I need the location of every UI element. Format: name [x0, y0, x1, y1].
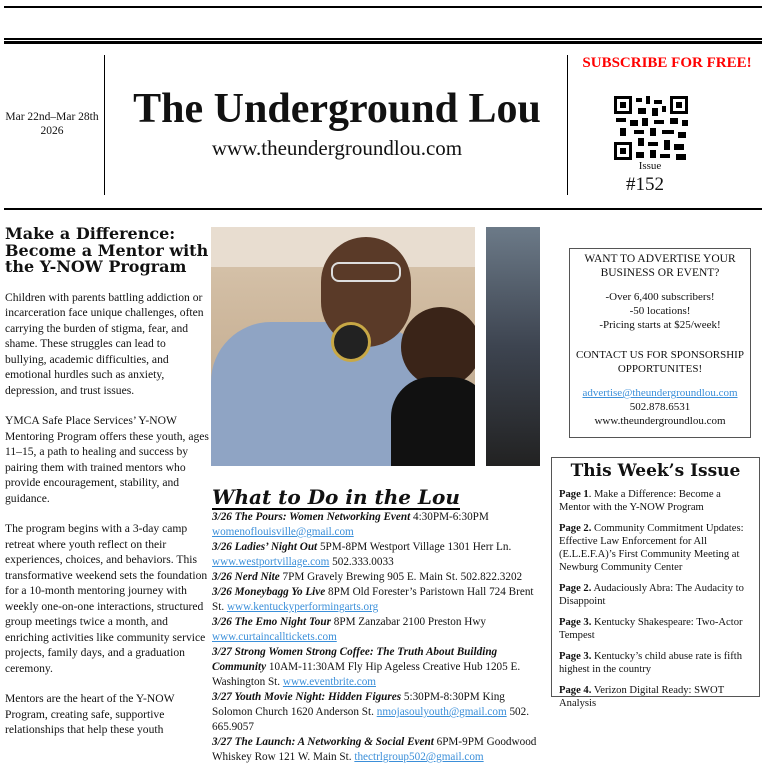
issue-number: #152: [626, 174, 664, 195]
ad-line: -Pricing starts at $25/week!: [599, 319, 721, 331]
toc-page: Page 3.: [559, 617, 592, 628]
events-section: [212, 486, 547, 765]
events-title: What to Do in the Lou: [212, 485, 460, 509]
toc-page: Page 2.: [559, 583, 592, 594]
event-link[interactable]: thectrlgroup502@gmail.com: [354, 751, 484, 763]
this-week-box: [551, 457, 760, 709]
subscribe-link[interactable]: SUBSCRIBE FOR FREE!: [582, 55, 752, 71]
toc-item[interactable]: [559, 684, 752, 710]
qr-code-icon[interactable]: [614, 96, 688, 160]
issue-dates: [0, 110, 104, 138]
event-item: [212, 510, 547, 540]
event-details: 4:30PM-6:30PM: [410, 511, 489, 523]
event-name: 3/26 Ladies’ Night Out: [212, 541, 318, 553]
toc-text: . Make a Difference: Become a Mentor with the Y-NOW Program: [559, 489, 721, 513]
date-range: Mar 22nd–Mar 28th: [5, 111, 99, 123]
ad-line: -50 locations!: [629, 305, 691, 317]
event-name: 3/27 The Launch: A Networking & Social Event: [212, 736, 434, 748]
toc-page: Page 4.: [559, 685, 592, 696]
venue-photo: [486, 227, 540, 466]
ad-line: -Over 6,400 subscribers!: [605, 291, 715, 303]
issue-label: Issue: [638, 160, 662, 172]
top-rule: [4, 6, 762, 8]
event-link[interactable]: www.kentuckyperformingarts.org: [226, 601, 379, 613]
event-item: [212, 645, 547, 690]
toc-text: Verizon Digital Ready: SWOT Analysis: [559, 685, 724, 709]
toc-page: Page 1: [559, 489, 589, 500]
toc-title: This Week’s Issue: [570, 461, 741, 481]
event-item: [212, 585, 547, 615]
event-details: 7PM Gravely Brewing 905 E. Main St. 502.822.3202: [279, 571, 523, 583]
toc-item[interactable]: [559, 650, 752, 676]
divider: [104, 55, 105, 195]
toc-text: Kentucky’s child abuse rate is fifth highest in the country: [559, 651, 742, 675]
article: [5, 226, 210, 738]
event-details: 8PM Zanzabar 2100 Preston Hwy: [330, 616, 486, 628]
toc-item[interactable]: [559, 488, 752, 514]
toc-page: Page 2.: [559, 523, 592, 534]
event-phone: 502. 665.9057: [212, 706, 530, 733]
event-item: [212, 690, 547, 735]
toc-text: Audaciously Abra: The Audacity to Disappoint: [559, 583, 744, 607]
article-paragraph: YMCA Safe Place Services’ Y-NOW Mentoring Program offers these youth, ages 11–15, a path to healing and success by pairing them with trained mentors who provide encouragement, stability, and guidance.: [5, 414, 209, 505]
event-item: [212, 540, 547, 570]
event-link[interactable]: www.curtaincalltickets.com: [212, 631, 337, 643]
event-link[interactable]: womenoflouisville@gmail.com: [212, 526, 354, 538]
masthead-bottom-rule: [4, 208, 762, 210]
toc-page: Page 3.: [559, 651, 592, 662]
mentor-photo: [211, 227, 475, 466]
article-paragraph: The program begins with a 3-day camp retreat where youth reflect on their experiences, choices, and behaviors. This transformative weekend sets the foundation for a 10-month mentoring journey with weekly one-on-one interactions, structured group meetings twice a month, and enriching activities like community service projects, family days, and a graduation ceremony.: [5, 522, 208, 675]
event-link[interactable]: www.eventbrite.com: [282, 676, 376, 688]
masthead-rule-thick: [4, 41, 762, 44]
event-details: 5PM-8PM Westport Village 1301 Herr Ln.: [317, 541, 512, 553]
toc-text: Community Commitment Updates: Effective Law Enforcement for All (E.L.E.F.A)’s First Community Meeting at Newburg Community Center: [559, 523, 744, 573]
article-title: Make a Difference: Become a Mentor with the Y-NOW Program: [5, 224, 209, 276]
event-link[interactable]: www.westportvillage.com: [212, 556, 330, 568]
ad-contact: CONTACT US FOR SPONSORSHIP OPPORTUNITES!: [576, 349, 744, 375]
ad-email-link[interactable]: advertise@theundergroundlou.com: [582, 387, 738, 399]
ad-phone: 502.878.6531: [629, 401, 691, 413]
event-item: [212, 570, 547, 585]
event-details: 10AM-11:30AM Fly Hip Ageless Creative Hub 1205 E. Washington St.: [212, 661, 521, 688]
year: 2026: [40, 125, 64, 137]
event-name: 3/26 Nerd Nite: [212, 571, 280, 583]
masthead-title: The Underground Lou: [133, 86, 541, 132]
event-item: [212, 735, 547, 765]
ad-heading: WANT TO ADVERTISE YOUR BUSINESS OR EVENT?: [584, 253, 736, 279]
event-details: 6PM-9PM Goodwood Whiskey Row 121 W. Main St.: [212, 736, 537, 763]
ad-website[interactable]: www.theundergroundlou.com: [594, 415, 726, 427]
event-name: 3/26 Moneybagg Yo Live: [212, 586, 326, 598]
event-name: 3/26 The Emo Night Tour: [212, 616, 331, 628]
article-paragraph: Children with parents battling addiction or incarceration face unique challenges, often carrying the burden of stigma, fear, and shame. These struggles can lead to bullying, academic difficulties, and emotional hurdles such as anxiety, depression, and trust issues.: [5, 290, 204, 397]
toc-text: Kentucky Shakespeare: Two-Actor Tempest: [559, 617, 743, 641]
toc-item[interactable]: [559, 616, 752, 642]
event-item: [212, 615, 547, 645]
masthead-rule-thin: [4, 38, 762, 40]
event-details: 8PM Old Forester’s Paristown Hall 724 Brent St.: [212, 586, 534, 613]
event-name: 3/27 Strong Women Strong Coffee: The Truth About Building Community: [212, 646, 498, 673]
event-link[interactable]: nmojasoulyouth@gmail.com: [376, 706, 507, 718]
event-name: 3/26 The Pours: Women Networking Event: [212, 511, 411, 523]
toc-item[interactable]: [559, 582, 752, 608]
advertise-box: [569, 248, 751, 438]
event-name: 3/27 Youth Movie Night: Hidden Figures: [212, 691, 402, 703]
event-phone: 502.333.0033: [329, 556, 394, 568]
masthead-url[interactable]: www.theundergroundlou.com: [211, 136, 463, 160]
toc-item[interactable]: [559, 522, 752, 574]
article-paragraph: Mentors are the heart of the Y-NOW Program, creating safe, supportive relationships that help these youth: [5, 692, 175, 736]
event-details: 5:30PM-8:30PM King Solomon Church 1620 Anderson St.: [212, 691, 505, 718]
